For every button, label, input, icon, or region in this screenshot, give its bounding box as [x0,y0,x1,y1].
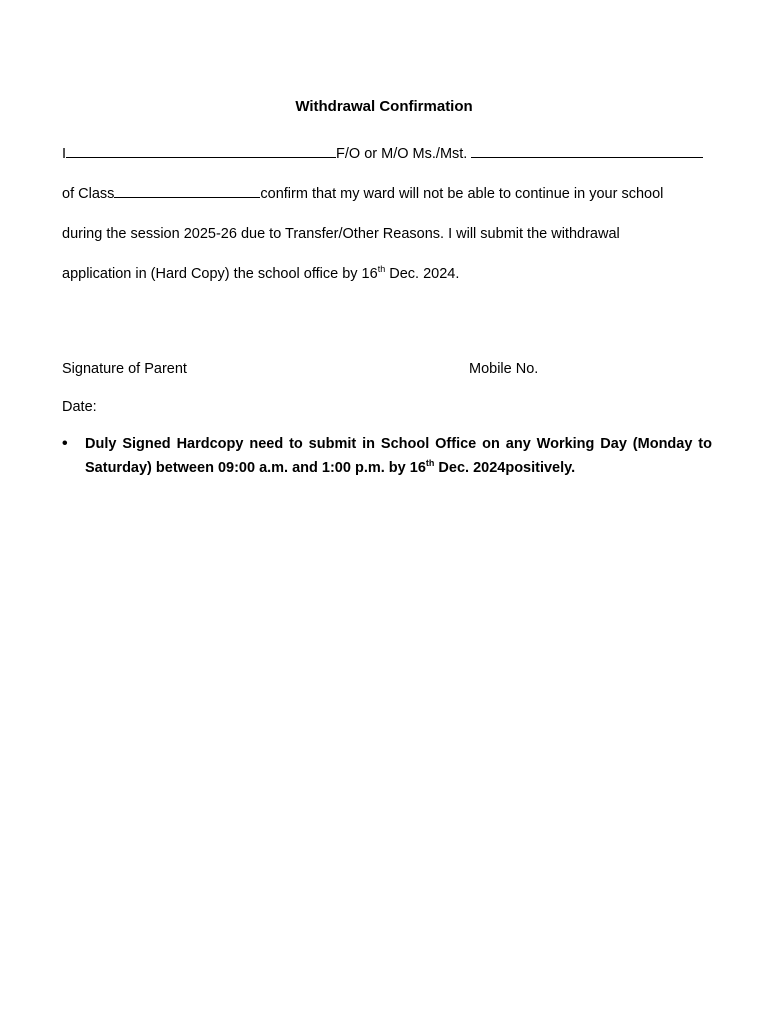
class-line-text: confirm that my ward will not be able to continue in your school [260,186,664,202]
bullet-icon: • [62,435,68,452]
submission-text: application in (Hard Copy) the school office by 16 [62,266,378,282]
mobile-label: Mobile No. [469,361,539,377]
instruction-body: Duly Signed Hardcopy need to submit in School Office on any Working Day (Monday to Saturday) between 09:00 a.m. and 1:00 p.m. by 16 [85,436,712,476]
parent-relation-label: F/O or M/O Ms./Mst. [336,146,468,162]
student-name-blank[interactable] [66,142,336,158]
class-prefix: of Class [62,186,115,202]
session-line: during the session 2025-26 due to Transfer/Other Reasons. I will submit the withdrawal [62,226,620,242]
class-line [62,182,718,204]
submission-sup: th [377,264,386,275]
date-label: Date: [62,399,97,415]
instruction-bullet [62,432,712,480]
parent-name-blank[interactable] [471,142,703,158]
document-title: Withdrawal Confirmation [295,98,473,115]
name-line [62,142,718,164]
instruction-text [85,432,712,480]
instruction-date: Dec. 2024positively. [434,460,576,476]
name-prefix: I [62,146,67,162]
submission-line [62,264,718,284]
submission-date: Dec. 2024. [385,266,460,282]
signature-label: Signature of Parent [62,361,187,377]
instruction-sup: th [425,458,435,469]
class-blank[interactable] [114,182,260,198]
